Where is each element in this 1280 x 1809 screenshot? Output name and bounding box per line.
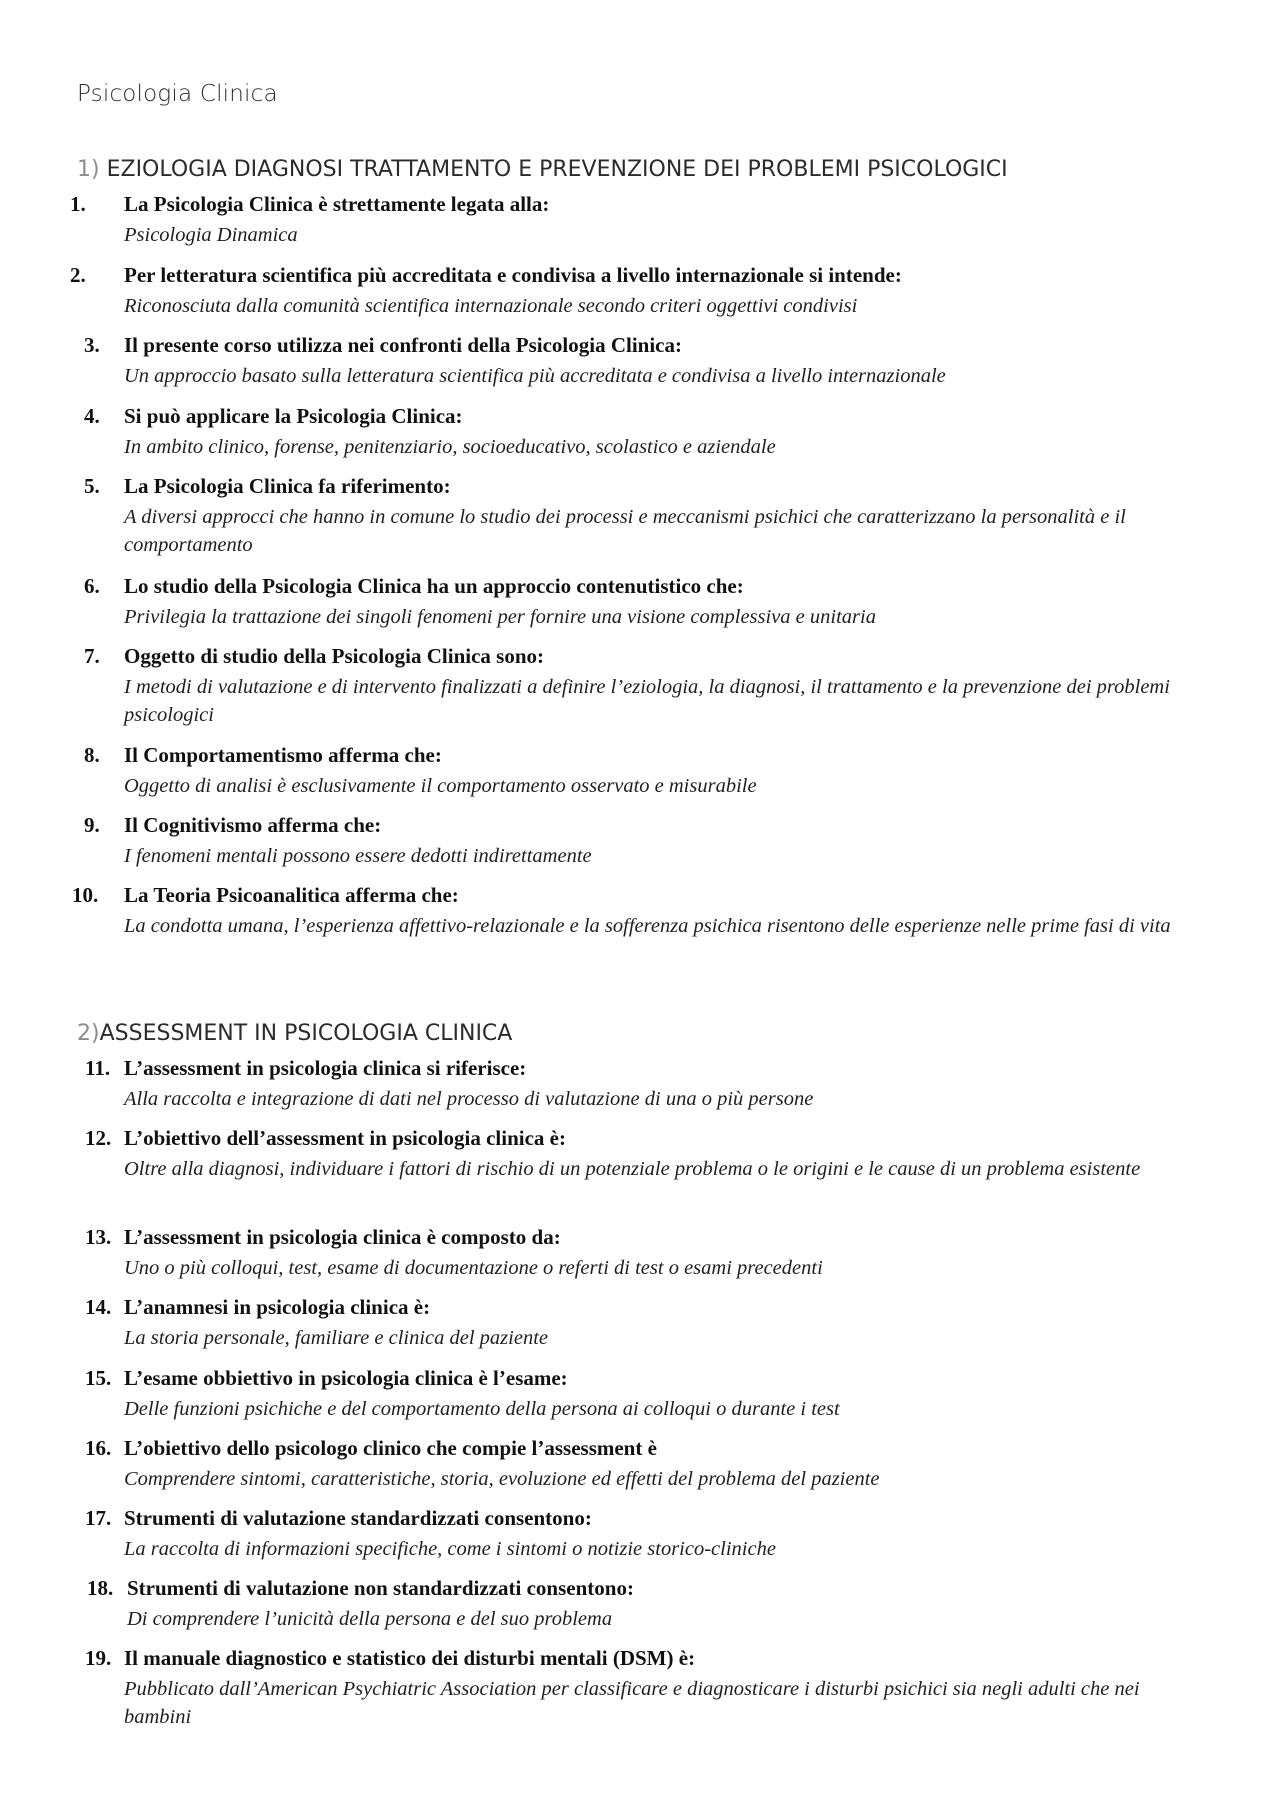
question-text: Per letteratura scientifica più accreditata e condivisa a livello internazionale si intende: (124, 263, 902, 287)
question-number: 2. (70, 263, 86, 287)
answer-text: Di comprendere l’unicità della persona e del suo problema (127, 1608, 613, 1630)
answer-text: I metodi di valutazione e di intervento finalizzati a definire l’eziologia, la diagnosi, il trattamento e la prevenzione dei problemi psicologici (124, 676, 1170, 726)
question-text: Oggetto di studio della Psicologia Clinica sono: (124, 644, 545, 668)
question-text: La Teoria Psicoanalitica afferma che: (124, 883, 459, 907)
question-number: 11. (85, 1056, 111, 1080)
question-text: Lo studio della Psicologia Clinica ha un approccio contenutistico che: (124, 574, 744, 598)
question-text: L’assessment in psicologia clinica si riferisce: (124, 1056, 527, 1080)
question-number: 15. (85, 1366, 112, 1390)
answer-text: A diversi approcci che hanno in comune lo studio dei processi e meccanismi psichici che caratterizzano la personalità e il comportamento (124, 506, 1126, 556)
question-number: 14. (85, 1295, 112, 1319)
answer-text: Oltre alla diagnosi, individuare i fattori di rischio di un potenziale problema o le origini e le cause di un problema esistente (124, 1158, 1141, 1180)
section-number: 1) (77, 157, 100, 182)
question-number: 6. (84, 574, 100, 598)
answer-text: Comprendere sintomi, caratteristiche, storia, evoluzione ed effetti del problema del paziente (124, 1468, 880, 1490)
question-number: 9. (84, 813, 100, 837)
answer-text: Riconosciuta dalla comunità scientifica internazionale secondo criteri oggettivi condivisi (124, 295, 858, 317)
question-number: 1. (70, 192, 86, 216)
question-text: Il presente corso utilizza nei confronti della Psicologia Clinica: (124, 333, 682, 357)
answer-text: Uno o più colloqui, test, esame di documentazione o referti di test o esami precedenti (124, 1257, 823, 1279)
question-text: L’assessment in psicologia clinica è composto da: (124, 1225, 561, 1249)
question-text: La Psicologia Clinica è strettamente legata alla: (124, 192, 550, 216)
question-number: 12. (85, 1126, 112, 1150)
answer-text: Oggetto di analisi è esclusivamente il comportamento osservato e misurabile (124, 775, 757, 797)
answer-text: I fenomeni mentali possono essere dedotti indirettamente (124, 845, 592, 867)
section-heading (77, 1021, 512, 1046)
question-number: 16. (85, 1436, 112, 1460)
answer-text: La raccolta di informazioni specifiche, come i sintomi o notizie storico-cliniche (124, 1538, 776, 1560)
section-title: ASSESSMENT IN PSICOLOGIA CLINICA (99, 1021, 513, 1046)
question-text: L’anamnesi in psicologia clinica è: (124, 1295, 431, 1319)
question-number: 13. (85, 1225, 112, 1249)
answer-text: Pubblicato dall’American Psychiatric Association per classificare e diagnosticare i disturbi psichici sia negli adulti che nei bambini (124, 1678, 1140, 1728)
question-number: 17. (85, 1506, 112, 1530)
question-text: L’obiettivo dello psicologo clinico che compie l’assessment è (124, 1436, 657, 1460)
question-number: 5. (84, 474, 100, 498)
question-number: 18. (87, 1576, 114, 1600)
answer-text: Psicologia Dinamica (124, 224, 298, 246)
answer-text: Alla raccolta e integrazione di dati nel processo di valutazione di una o più persone (124, 1088, 814, 1110)
question-text: La Psicologia Clinica fa riferimento: (124, 474, 451, 498)
question-text: Si può applicare la Psicologia Clinica: (124, 404, 463, 428)
question-number: 4. (84, 404, 100, 428)
question-text: L’obiettivo dell’assessment in psicologia clinica è: (124, 1126, 566, 1150)
question-number: 8. (84, 743, 100, 767)
question-number: 3. (84, 333, 100, 357)
question-text: Il Cognitivismo afferma che: (124, 813, 382, 837)
answer-text: Delle funzioni psichiche e del comportamento della persona ai colloqui o durante i test (124, 1398, 840, 1420)
document-title: Psicologia Clinica (77, 81, 278, 107)
question-number: 10. (72, 883, 99, 907)
answer-text: Un approccio basato sulla letteratura scientifica più accreditata e condivisa a livello internazionale (124, 365, 946, 387)
question-text: Il manuale diagnostico e statistico dei disturbi mentali (DSM) è: (124, 1646, 696, 1670)
answer-text: La condotta umana, l’esperienza affettivo-relazionale e la sofferenza psichica risentono delle esperienze nelle prime fasi di vita (124, 915, 1171, 937)
question-number: 19. (85, 1646, 112, 1670)
answer-text: Privilegia la trattazione dei singoli fenomeni per fornire una visione complessiva e unitaria (124, 606, 876, 628)
section-title: EZIOLOGIA DIAGNOSI TRATTAMENTO E PREVENZIONE DEI PROBLEMI PSICOLOGICI (106, 157, 1008, 182)
answer-text: In ambito clinico, forense, penitenziario, socioeducativo, scolastico e aziendale (124, 436, 776, 458)
question-text: Strumenti di valutazione standardizzati consentono: (124, 1506, 592, 1530)
section-number: 2) (77, 1021, 100, 1046)
question-text: Strumenti di valutazione non standardizzati consentono: (127, 1576, 634, 1600)
answer-text: La storia personale, familiare e clinica del paziente (124, 1327, 548, 1349)
question-number: 7. (84, 644, 100, 668)
question-text: Il Comportamentismo afferma che: (124, 743, 442, 767)
section-heading (77, 157, 1008, 182)
question-text: L’esame obbiettivo in psicologia clinica è l’esame: (124, 1366, 568, 1390)
